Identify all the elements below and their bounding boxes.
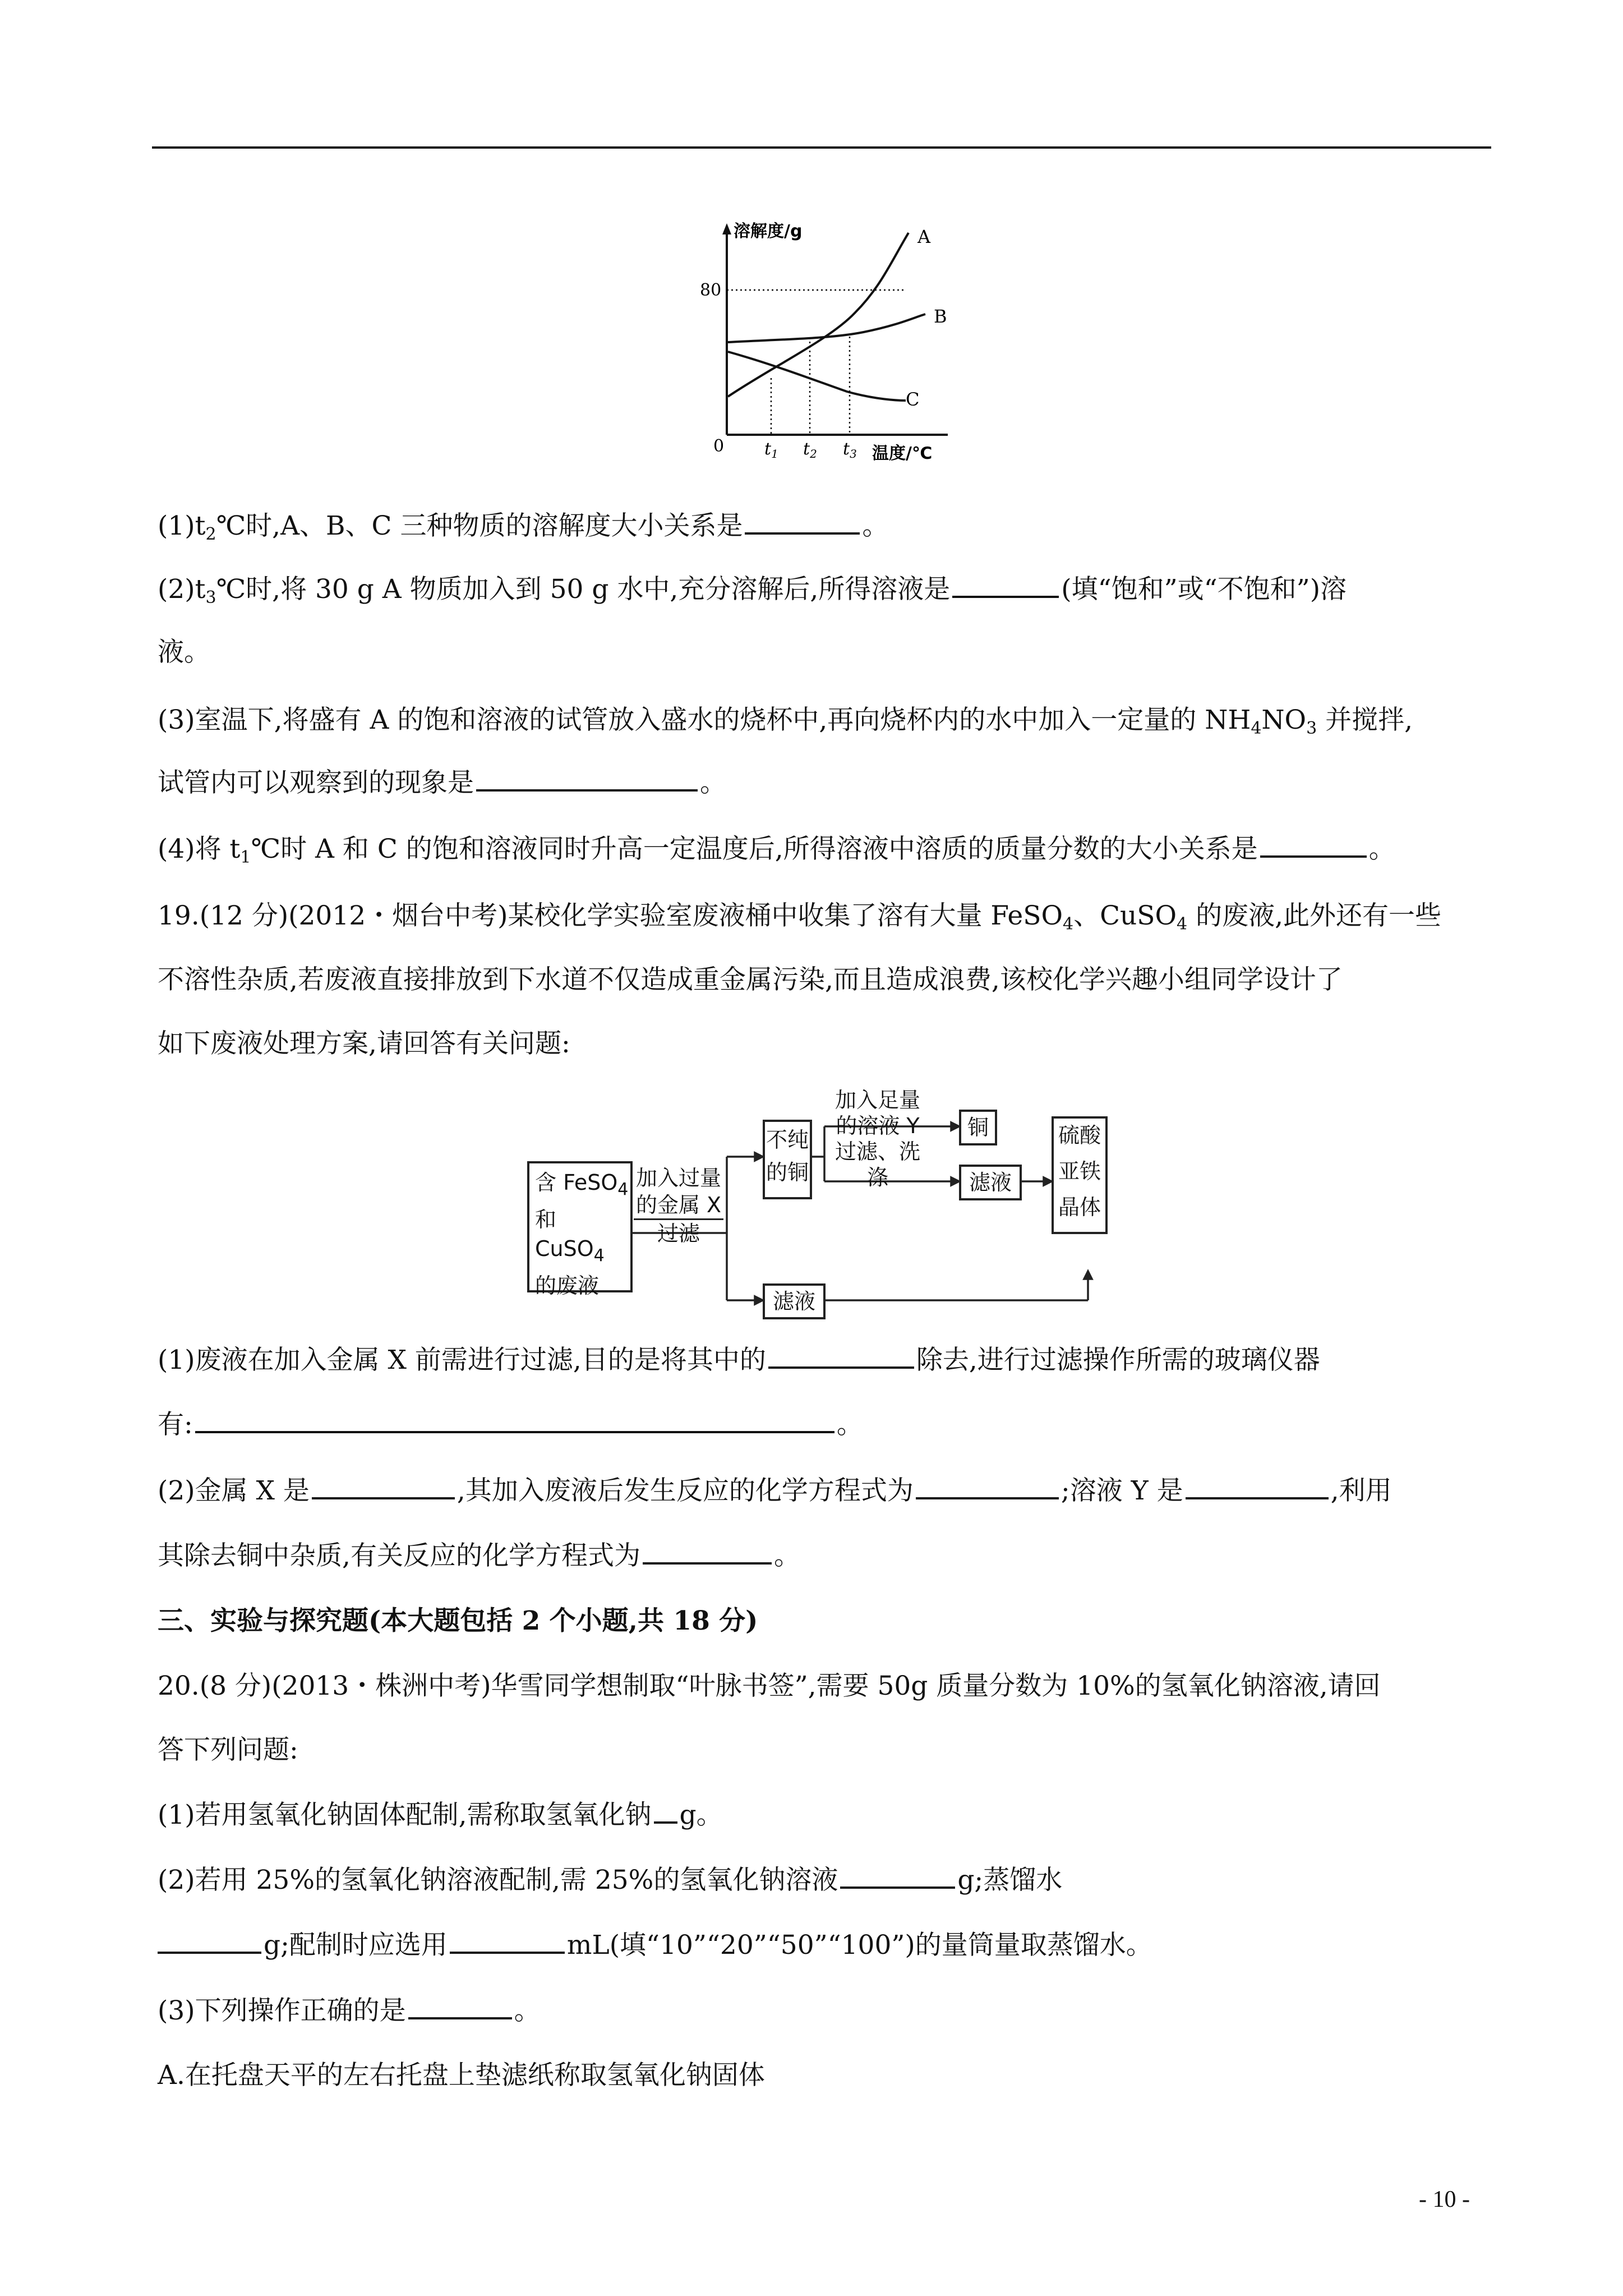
- chart-y-tick-80: 80: [700, 280, 722, 300]
- answer-blank[interactable]: [1186, 1476, 1329, 1499]
- series-label-b: B: [934, 306, 947, 327]
- q20-part1: (1)若用氢氧化钠固体配制,需称取氢氧化钠 g。: [158, 1800, 723, 1830]
- chart-x-tick-t1: $t_1$: [764, 439, 778, 461]
- q19-stem-line2: 不溶性杂质,若废液直接排放到下水道不仅造成重金属污染,而且造成浪费,该校化学兴趣小组同学设计了: [158, 964, 1343, 995]
- answer-blank[interactable]: [916, 1476, 1059, 1499]
- q18-part2: $(2)t_3℃$时,将 30 g A 物质加入到 50 g 水中,充分溶解后,所得溶液是 (填“饱和”或“不饱和”)溶: [158, 574, 1347, 608]
- q18-part2-line2: 液。: [158, 637, 210, 668]
- answer-blank[interactable]: [643, 1541, 772, 1565]
- flow-filtrate-box-1: 滤液: [959, 1165, 1022, 1200]
- answer-blank[interactable]: [654, 1800, 677, 1824]
- q20-stem-line2: 答下列问题:: [158, 1734, 298, 1765]
- chart-x-tick-t2: $t_2$: [803, 439, 817, 461]
- answer-blank[interactable]: [312, 1476, 455, 1499]
- q18-part3: (3)室温下,将盛有 A 的饱和溶液的试管放入盛水的烧杯中,再向烧杯内的水中加入一定量的 $NH_4NO_3$ 并搅拌,: [158, 705, 1413, 738]
- series-label-a: A: [917, 226, 931, 247]
- flow-source-box: 含 FeSO$_4$ 和 CuSO$_4$ 的废液: [527, 1161, 633, 1292]
- q18-part1: $(1)t_2℃$时,A、B、C 三种物质的溶解度大小关系是 。: [158, 510, 889, 544]
- answer-blank[interactable]: [768, 1345, 914, 1369]
- answer-blank[interactable]: [450, 1930, 565, 1954]
- q20-option-a: A.在托盘天平的左右托盘上垫滤纸称取氢氧化钠固体: [158, 2060, 765, 2091]
- q19-part2-line2: 其除去铜中杂质,有关反应的化学方程式为 。: [158, 1540, 800, 1571]
- section-3-heading: 三、实验与探究题(本大题包括 2 个小题,共 18 分): [158, 1605, 758, 1636]
- q19-stem-line3: 如下废液处理方案,请回答有关问题:: [158, 1028, 570, 1059]
- flow-impure-copper-box: 不纯 的铜: [763, 1120, 812, 1199]
- q18-part4: (4)将 $t_1℃$时 A 和 C 的饱和溶液同时升高一定温度后,所得溶液中溶质的质量分数的大小关系是 。: [158, 834, 1395, 867]
- chart-origin-label: 0: [713, 436, 725, 456]
- series-label-c: C: [906, 389, 920, 410]
- q19-stem-line1: 19.(12 分)(2012・烟台中考)某校化学实验室废液桶中收集了溶有大量 FeSO$_4$、CuSO$_4$ 的废液,此外还有一些: [158, 900, 1442, 934]
- flow-product-box: 硫酸 亚铁 晶体: [1052, 1116, 1108, 1234]
- q20-stem-line1: 20.(8 分)(2013・株洲中考)华雪同学想制取“叶脉书签”,需要 50g 质量分数为 10%的氢氧化钠溶液,请回: [158, 1671, 1381, 1701]
- flow-filtrate-box-2: 滤液: [763, 1283, 826, 1319]
- q19-part1-line2: 有: 。: [158, 1409, 863, 1440]
- q19-part1: (1)废液在加入金属 X 前需进行过滤,目的是将其中的 除去,进行过滤操作所需的玻璃仪器: [158, 1345, 1320, 1375]
- answer-blank[interactable]: [840, 1865, 955, 1889]
- answer-blank[interactable]: [158, 1930, 261, 1954]
- answer-blank[interactable]: [195, 1410, 834, 1433]
- flow-copper-box: 铜: [959, 1110, 997, 1145]
- answer-blank[interactable]: [408, 1996, 512, 2019]
- chart-x-tick-t3: $t_3$: [843, 439, 857, 461]
- chart-ylabel: 溶解度/g: [734, 222, 803, 241]
- page-number: - 10 -: [1419, 2187, 1470, 2212]
- flow-step1-label: 加入过量 的金属 X 过滤: [634, 1165, 723, 1247]
- q20-part2-line2: g;配制时应选用 mL(填“10”“20”“50”“100”)的量筒量取蒸馏水。: [158, 1929, 1152, 1962]
- q19-part2: (2)金属 X 是 ,其加入废液后发生反应的化学方程式为 ;溶液 Y 是 ,利用: [158, 1475, 1392, 1506]
- q20-part2: (2)若用 25%的氢氧化钠溶液配制,需 25%的氢氧化钠溶液 g;蒸馏水: [158, 1865, 1063, 1895]
- q20-part3: (3)下列操作正确的是 。: [158, 1995, 541, 2026]
- flow-step2-label: 加入足量 的溶液 Y 过滤、洗涤: [834, 1088, 920, 1190]
- q18-part3-line2: 试管内可以观察到的现象是 。: [158, 767, 726, 798]
- chart-xlabel: 温度/℃: [872, 444, 933, 463]
